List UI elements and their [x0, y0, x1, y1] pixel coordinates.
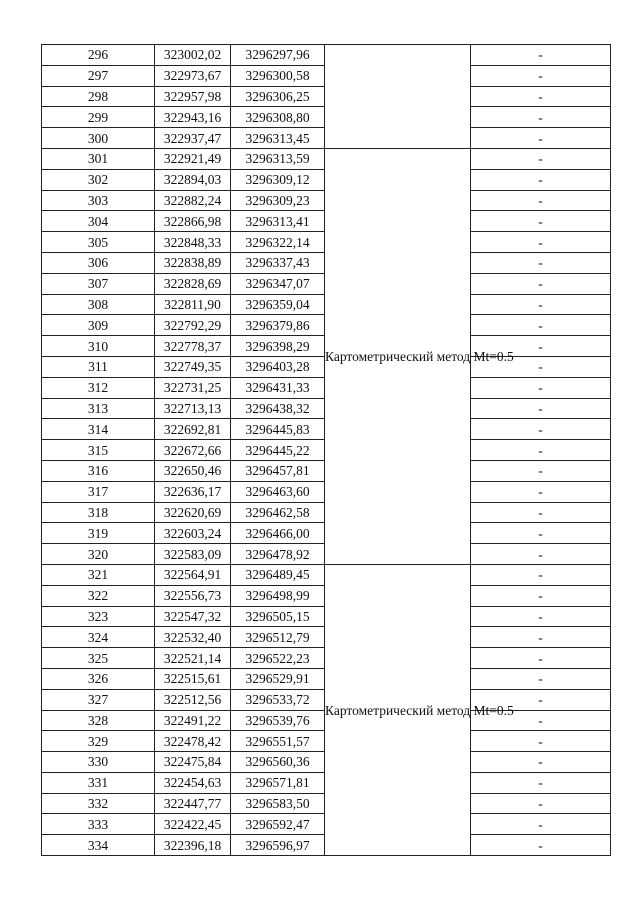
x-coordinate-cell: 322882,24 [155, 190, 231, 211]
accuracy-value-cell: - [471, 440, 611, 461]
x-coordinate-cell: 322512,56 [155, 689, 231, 710]
point-number-cell: 322 [42, 585, 155, 606]
accuracy-value-cell: - [471, 544, 611, 565]
coordinates-table [41, 44, 611, 856]
point-number-cell: 319 [42, 523, 155, 544]
point-number-cell: 324 [42, 627, 155, 648]
y-coordinate-cell: 3296438,32 [231, 398, 325, 419]
point-number-cell: 316 [42, 460, 155, 481]
x-coordinate-cell: 322583,09 [155, 544, 231, 565]
x-coordinate-cell: 322636,17 [155, 481, 231, 502]
point-number-cell: 329 [42, 731, 155, 752]
y-coordinate-cell: 3296533,72 [231, 689, 325, 710]
point-number-cell: 333 [42, 814, 155, 835]
x-coordinate-cell: 322396,18 [155, 835, 231, 856]
y-coordinate-cell: 3296539,76 [231, 710, 325, 731]
accuracy-value-cell: - [471, 481, 611, 502]
accuracy-value-cell: - [471, 65, 611, 86]
point-number-cell: 307 [42, 273, 155, 294]
point-number-cell: 313 [42, 398, 155, 419]
point-number-cell: 308 [42, 294, 155, 315]
x-coordinate-cell: 322475,84 [155, 752, 231, 773]
accuracy-value-cell: - [471, 315, 611, 336]
accuracy-value-cell: - [471, 190, 611, 211]
point-number-cell: 330 [42, 752, 155, 773]
x-coordinate-cell: 322848,33 [155, 232, 231, 253]
accuracy-value-cell: - [471, 211, 611, 232]
y-coordinate-cell: 3296596,97 [231, 835, 325, 856]
point-number-cell: 302 [42, 169, 155, 190]
y-coordinate-cell: 3296505,15 [231, 606, 325, 627]
x-coordinate-cell: 322672,66 [155, 440, 231, 461]
method-cell: Картометрический метод Mt=0.5 [325, 148, 471, 564]
y-coordinate-cell: 3296560,36 [231, 752, 325, 773]
accuracy-value-cell: - [471, 648, 611, 669]
point-number-cell: 296 [42, 45, 155, 66]
y-coordinate-cell: 3296337,43 [231, 252, 325, 273]
accuracy-value-cell: - [471, 585, 611, 606]
accuracy-value-cell: - [471, 86, 611, 107]
accuracy-value-cell: - [471, 835, 611, 856]
y-coordinate-cell: 3296457,81 [231, 460, 325, 481]
point-number-cell: 303 [42, 190, 155, 211]
point-number-cell: 331 [42, 772, 155, 793]
x-coordinate-cell: 322564,91 [155, 564, 231, 585]
y-coordinate-cell: 3296551,57 [231, 731, 325, 752]
accuracy-value-cell: - [471, 689, 611, 710]
accuracy-value-cell: - [471, 460, 611, 481]
accuracy-value-cell: - [471, 710, 611, 731]
x-coordinate-cell: 322866,98 [155, 211, 231, 232]
point-number-cell: 297 [42, 65, 155, 86]
y-coordinate-cell: 3296466,00 [231, 523, 325, 544]
accuracy-value-cell: - [471, 273, 611, 294]
y-coordinate-cell: 3296529,91 [231, 668, 325, 689]
table-row [42, 564, 611, 585]
y-coordinate-cell: 3296498,99 [231, 585, 325, 606]
x-coordinate-cell: 322937,47 [155, 128, 231, 149]
x-coordinate-cell: 322692,81 [155, 419, 231, 440]
point-number-cell: 323 [42, 606, 155, 627]
x-coordinate-cell: 322973,67 [155, 65, 231, 86]
point-number-cell: 301 [42, 148, 155, 169]
y-coordinate-cell: 3296313,41 [231, 211, 325, 232]
y-coordinate-cell: 3296512,79 [231, 627, 325, 648]
y-coordinate-cell: 3296478,92 [231, 544, 325, 565]
accuracy-value-cell: - [471, 606, 611, 627]
y-coordinate-cell: 3296306,25 [231, 86, 325, 107]
accuracy-value-cell: - [471, 772, 611, 793]
accuracy-value-cell: - [471, 793, 611, 814]
point-number-cell: 315 [42, 440, 155, 461]
y-coordinate-cell: 3296431,33 [231, 377, 325, 398]
x-coordinate-cell: 322838,89 [155, 252, 231, 273]
x-coordinate-cell: 322778,37 [155, 336, 231, 357]
y-coordinate-cell: 3296300,58 [231, 65, 325, 86]
accuracy-value-cell: - [471, 148, 611, 169]
y-coordinate-cell: 3296571,81 [231, 772, 325, 793]
x-coordinate-cell: 322532,40 [155, 627, 231, 648]
x-coordinate-cell: 322556,73 [155, 585, 231, 606]
x-coordinate-cell: 322749,35 [155, 356, 231, 377]
x-coordinate-cell: 322894,03 [155, 169, 231, 190]
accuracy-value-cell: - [471, 336, 611, 357]
y-coordinate-cell: 3296398,29 [231, 336, 325, 357]
accuracy-value-cell: - [471, 627, 611, 648]
y-coordinate-cell: 3296313,45 [231, 128, 325, 149]
x-coordinate-cell: 322811,90 [155, 294, 231, 315]
accuracy-value-cell: - [471, 377, 611, 398]
table-row [42, 148, 611, 169]
method-cell [325, 45, 471, 149]
x-coordinate-cell: 322491,22 [155, 710, 231, 731]
y-coordinate-cell: 3296379,86 [231, 315, 325, 336]
y-coordinate-cell: 3296297,96 [231, 45, 325, 66]
x-coordinate-cell: 322547,32 [155, 606, 231, 627]
point-number-cell: 310 [42, 336, 155, 357]
point-number-cell: 314 [42, 419, 155, 440]
y-coordinate-cell: 3296592,47 [231, 814, 325, 835]
accuracy-value-cell: - [471, 731, 611, 752]
accuracy-value-cell: - [471, 502, 611, 523]
x-coordinate-cell: 322620,69 [155, 502, 231, 523]
y-coordinate-cell: 3296322,14 [231, 232, 325, 253]
accuracy-value-cell: - [471, 668, 611, 689]
point-number-cell: 309 [42, 315, 155, 336]
accuracy-value-cell: - [471, 294, 611, 315]
y-coordinate-cell: 3296309,23 [231, 190, 325, 211]
y-coordinate-cell: 3296359,04 [231, 294, 325, 315]
x-coordinate-cell: 322454,63 [155, 772, 231, 793]
point-number-cell: 326 [42, 668, 155, 689]
coordinates-table-body [42, 45, 611, 856]
accuracy-value-cell: - [471, 419, 611, 440]
method-cell: Картометрический метод Mt=0.5 [325, 564, 471, 855]
y-coordinate-cell: 3296308,80 [231, 107, 325, 128]
accuracy-value-cell: - [471, 564, 611, 585]
accuracy-value-cell: - [471, 232, 611, 253]
table-row [42, 45, 611, 66]
x-coordinate-cell: 322828,69 [155, 273, 231, 294]
accuracy-value-cell: - [471, 107, 611, 128]
x-coordinate-cell: 322957,98 [155, 86, 231, 107]
y-coordinate-cell: 3296462,58 [231, 502, 325, 523]
point-number-cell: 312 [42, 377, 155, 398]
accuracy-value-cell: - [471, 752, 611, 773]
y-coordinate-cell: 3296583,50 [231, 793, 325, 814]
point-number-cell: 306 [42, 252, 155, 273]
point-number-cell: 321 [42, 564, 155, 585]
x-coordinate-cell: 323002,02 [155, 45, 231, 66]
accuracy-value-cell: - [471, 523, 611, 544]
point-number-cell: 298 [42, 86, 155, 107]
point-number-cell: 320 [42, 544, 155, 565]
accuracy-value-cell: - [471, 128, 611, 149]
point-number-cell: 317 [42, 481, 155, 502]
accuracy-value-cell: - [471, 356, 611, 377]
x-coordinate-cell: 322943,16 [155, 107, 231, 128]
x-coordinate-cell: 322515,61 [155, 668, 231, 689]
x-coordinate-cell: 322921,49 [155, 148, 231, 169]
x-coordinate-cell: 322447,77 [155, 793, 231, 814]
point-number-cell: 299 [42, 107, 155, 128]
point-number-cell: 318 [42, 502, 155, 523]
y-coordinate-cell: 3296522,23 [231, 648, 325, 669]
y-coordinate-cell: 3296347,07 [231, 273, 325, 294]
accuracy-value-cell: - [471, 169, 611, 190]
y-coordinate-cell: 3296489,45 [231, 564, 325, 585]
y-coordinate-cell: 3296313,59 [231, 148, 325, 169]
point-number-cell: 332 [42, 793, 155, 814]
accuracy-value-cell: - [471, 814, 611, 835]
x-coordinate-cell: 322713,13 [155, 398, 231, 419]
document-page [41, 44, 610, 856]
point-number-cell: 300 [42, 128, 155, 149]
point-number-cell: 311 [42, 356, 155, 377]
x-coordinate-cell: 322422,45 [155, 814, 231, 835]
accuracy-value-cell: - [471, 252, 611, 273]
point-number-cell: 304 [42, 211, 155, 232]
y-coordinate-cell: 3296403,28 [231, 356, 325, 377]
point-number-cell: 305 [42, 232, 155, 253]
x-coordinate-cell: 322521,14 [155, 648, 231, 669]
point-number-cell: 325 [42, 648, 155, 669]
x-coordinate-cell: 322478,42 [155, 731, 231, 752]
x-coordinate-cell: 322731,25 [155, 377, 231, 398]
point-number-cell: 334 [42, 835, 155, 856]
accuracy-value-cell: - [471, 45, 611, 66]
x-coordinate-cell: 322792,29 [155, 315, 231, 336]
y-coordinate-cell: 3296445,83 [231, 419, 325, 440]
point-number-cell: 327 [42, 689, 155, 710]
y-coordinate-cell: 3296445,22 [231, 440, 325, 461]
x-coordinate-cell: 322650,46 [155, 460, 231, 481]
point-number-cell: 328 [42, 710, 155, 731]
x-coordinate-cell: 322603,24 [155, 523, 231, 544]
y-coordinate-cell: 3296463,60 [231, 481, 325, 502]
accuracy-value-cell: - [471, 398, 611, 419]
y-coordinate-cell: 3296309,12 [231, 169, 325, 190]
